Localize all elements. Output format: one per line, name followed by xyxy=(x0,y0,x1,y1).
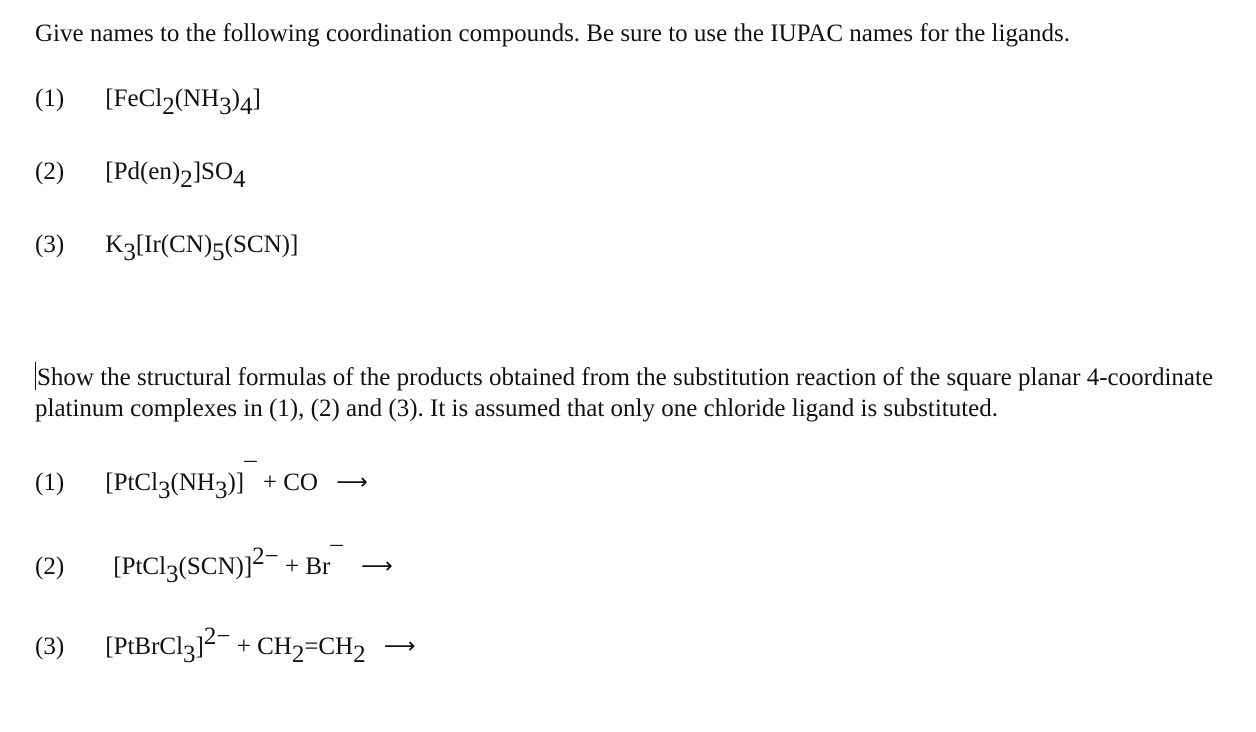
chemical-formula xyxy=(105,85,261,120)
formula-text: (SCN)] xyxy=(224,231,299,258)
formula-text: + CH xyxy=(230,633,292,660)
formula-text: [Pd(en) xyxy=(105,158,181,185)
formula-text: + Br xyxy=(278,553,331,580)
reaction-formula xyxy=(105,459,318,504)
reaction-arrow-icon: ⟶ xyxy=(361,554,393,579)
question-1-item-2 xyxy=(35,157,246,193)
formula-text: K xyxy=(105,231,124,258)
subscript: 3 xyxy=(183,641,196,668)
chemical-formula xyxy=(105,231,299,266)
reaction-arrow-icon: ⟶ xyxy=(336,470,368,495)
item-number: (1) xyxy=(35,85,65,112)
subscript: 2 xyxy=(353,641,366,668)
formula-text: [FeCl xyxy=(105,85,163,112)
formula-text: + CO xyxy=(256,469,318,496)
superscript: 2− xyxy=(203,623,231,650)
formula-text: ) xyxy=(231,85,240,112)
formula-text: ] xyxy=(252,85,261,112)
formula-text: ]SO xyxy=(192,158,234,185)
subscript: 4 xyxy=(239,93,253,120)
chemical-formula xyxy=(105,158,246,193)
subscript: 3 xyxy=(158,477,171,504)
superscript: ¯ xyxy=(330,543,343,570)
item-number: (1) xyxy=(35,469,65,496)
subscript: 2 xyxy=(162,93,175,120)
item-number: (2) xyxy=(35,158,65,185)
question-1-item-1 xyxy=(35,84,261,120)
item-number: (2) xyxy=(35,553,65,580)
question-2-instruction xyxy=(35,362,1235,424)
formula-text: )] xyxy=(227,469,245,496)
formula-text: =CH xyxy=(304,633,354,660)
subscript: 5 xyxy=(212,239,225,266)
formula-text: [PtCl xyxy=(105,469,159,496)
formula-text: (NH xyxy=(170,469,215,496)
formula-text: [PtCl xyxy=(113,553,167,580)
subscript: 3 xyxy=(166,561,179,588)
reaction-formula xyxy=(113,543,343,588)
question-1-instruction: Give names to the following coordination compounds. Be sure to use the IUPAC names for the ligands. xyxy=(35,20,1071,47)
formula-text: (NH xyxy=(174,85,220,112)
subscript: 2 xyxy=(180,166,193,193)
reaction-formula xyxy=(105,623,366,668)
question-2-instruction-text: Show the structural formulas of the products obtained from the substitution reaction of the square planar 4-coordinate platinum complexes in (1), (2) and (3). It is assumed that only one chloride ligand is substituted. xyxy=(35,364,1214,422)
formula-text: ] xyxy=(195,633,204,660)
subscript: 3 xyxy=(219,93,232,120)
subscript: 3 xyxy=(123,239,136,266)
subscript: 4 xyxy=(233,166,246,193)
item-number: (3) xyxy=(35,633,65,660)
superscript: 2− xyxy=(252,543,279,570)
text-cursor xyxy=(35,362,36,390)
question-2-item-1 xyxy=(35,459,368,504)
formula-text: [PtBrCl xyxy=(105,633,184,660)
superscript: ¯ xyxy=(244,459,257,486)
item-number: (3) xyxy=(35,231,65,258)
question-1-item-3 xyxy=(35,230,299,266)
question-2-item-2 xyxy=(35,543,393,588)
question-2-item-3 xyxy=(35,623,416,668)
subscript: 2 xyxy=(291,641,305,668)
formula-text: (SCN)] xyxy=(178,553,253,580)
subscript: 3 xyxy=(214,477,228,504)
reaction-arrow-icon: ⟶ xyxy=(383,634,416,659)
formula-text: [Ir(CN) xyxy=(135,231,213,258)
